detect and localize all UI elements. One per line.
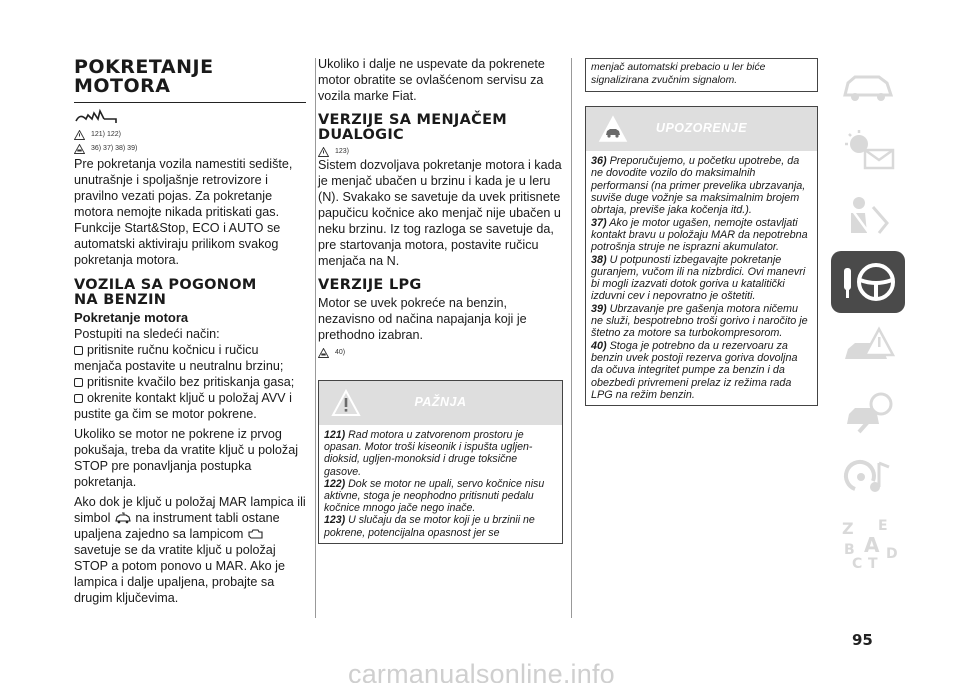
warning-item-37: 37) Ako je motor ugašen, nemojte ostavljati kontakt bravu u položaju MAR da nepotrebna potrošnja struje ne isprazni akumulator. [591, 216, 808, 254]
column-divider-1 [315, 58, 316, 618]
section-heading-lpg: VERZIJE LPG [318, 277, 422, 293]
warning-header [586, 107, 817, 151]
index-letter: C [852, 556, 863, 570]
step-2: pritisnite kvačilo bez pritiskanja gasa; [74, 374, 306, 390]
multimedia-icon[interactable] [831, 446, 905, 508]
index-letter: B [844, 542, 855, 558]
intro-paragraph: Pre pokretanja vozila namestiti sedište, unutrašnje i spoljašnje retrovizore i pravilno vezati pojas. Za pokretanje motora nemojte nikada pritiskati gas. Funkcije Start&Stop, ECO i AUTO se automatski aktiviraju prilikom svakog pokretanja motora. [74, 157, 293, 267]
ignition-key-icon [74, 107, 120, 127]
section-heading-petrol: VOZILA SA POGONOM NA BENZIN [74, 277, 257, 308]
dashboard-lights-icon[interactable] [831, 121, 905, 183]
index-letter: D [886, 546, 898, 562]
title-rule [74, 102, 306, 103]
mar-paragraph: Ako dok je ključ u položaj MAR lampica ili simbol na instrument tabli ostane upaljena zajedno sa lampicom savetuje se da vratite ključ u položaj STOP a potom ponovo u MAR. Ako je lampica i dalje upaljena, probajte sa drugim ključevima. [74, 495, 306, 605]
bullet-icon [74, 346, 83, 355]
column-2 [318, 58, 563, 544]
maintenance-icon[interactable] [831, 381, 905, 443]
chapter-sidebar [831, 56, 905, 576]
continued-box: menjač automatski prebacio u ler biće signalizirana zvučnim signalom. [585, 58, 818, 92]
warning-body [586, 151, 817, 405]
attention-item-121: 121) Rad motora u zatvorenom prostoru je opasan. Motor troši kiseonik i ispušta ugljen-dioksid, ugljen-monoksid i druge toksične gasove. [324, 429, 533, 478]
immobilizer-car-icon [114, 512, 132, 524]
key-icon-row [74, 107, 306, 129]
car-note-icon [318, 348, 329, 358]
dualogic-paragraph: Sistem dozvoljava pokretanje motora i kada je menjač ubačen u brzinu i kada je u leru (N). Svakako se savetuje da uvek pritisnete papučicu kočnice ako menjač nije ubačen u neku brzinu. Iz tog razloga se savetuje da, pre startovanja motora, postavite ručicu menjača na N. [318, 158, 562, 268]
engine-lamp-icon [247, 528, 265, 540]
procedure-intro: Postupiti na sledeći način: [74, 327, 220, 341]
attention-title: PAŽNJA [414, 395, 467, 409]
service-paragraph: Ukoliko i dalje ne uspevate da pokrenete motor obratite se ovlašćenom servisu za vozila marke Fiat. [318, 57, 545, 103]
warning-box [585, 106, 818, 406]
bullet-icon [74, 378, 83, 387]
step-1: pritisnite ručnu kočnicu i ručicu menjača postavite u neutralnu brzinu; [74, 343, 284, 373]
attention-item-122: 122) Dok se motor ne upali, servo kočnice nisu aktivne, stoga je neophodno pritisnuti pedalu kočnice mnogo jače nego inače. [324, 477, 545, 515]
page-number: 95 [852, 631, 873, 649]
warning-item-40: 40) Stoga je potrebno da u rezervoaru za benzin uvek postoji rezerva goriva dovoljna da očuva integritet pumpe za benzin i da obezbedi privremeni prelaz iz režima rada LPG na režim benzin. [591, 339, 798, 401]
ref-row-lpg: 40) [318, 347, 563, 358]
warning-emergency-icon[interactable] [831, 316, 905, 378]
attention-item-123: 123) U slučaju da se motor koji je u brzinii ne pokrene, potencijalna opasnost jer se [324, 514, 535, 539]
warning-item-36: 36) Preporučujemo, u početku upotrebe, da ne dovodite vozilo do maksimalnih performansi (na primer prevelika ubrzavanja, suviše duge vožnje sa maksimalnim brojem obrtaja, previše jaka kočenja itd.). [591, 155, 806, 217]
ref-numbers-b: 36) 37) 38) 39) [91, 145, 138, 152]
index-letter: T [868, 556, 878, 570]
failure-paragraph: Ukoliko se motor ne pokrene iz prvog pokušaja, treba da vratite ključ u položaj STOP pre ponavljanja postupka pokretanja. [74, 427, 299, 489]
sub-heading-starting: Pokretanje motora [74, 310, 189, 325]
ref-row-notes [74, 143, 306, 154]
attention-box [318, 380, 563, 544]
index-letter: E [878, 518, 888, 534]
alphabetical-index-icon[interactable] [831, 511, 905, 573]
index-letter: Z [842, 519, 854, 538]
bullet-icon [74, 394, 83, 403]
warning-triangle-icon [318, 147, 329, 157]
warning-item-38: 38) U potpunosti izbegavajte pokretanje guranjem, vučom ili na nizbrdici. Ovi manevri bi mogli izazvati dotok goriva u katalitički izduvni cev i nepovratno je oštetiti. [591, 253, 806, 303]
ref-numbers-a: 121) 122) [91, 131, 121, 138]
warning-title: UPOZORENJE [655, 121, 748, 136]
watermark: carmanualsonline.info [348, 659, 615, 683]
lpg-paragraph: Motor se uvek pokreće na benzin, nezavisno od načina napajanja koji je prethodno izabran. [318, 296, 527, 342]
page-title: POKRETANJE MOTORA [74, 56, 214, 97]
safety-icon[interactable] [831, 186, 905, 248]
section-heading-dualogic: VERZIJE SA MENJAČEM DUALOGIC [318, 112, 508, 143]
ref-row-warnings [74, 129, 306, 140]
attention-header [319, 381, 562, 425]
car-overview-icon[interactable] [831, 56, 905, 118]
ref-row-dualogic: 123) [318, 146, 563, 157]
attention-body [319, 425, 562, 543]
column-1 [74, 58, 306, 606]
car-note-icon [74, 144, 85, 154]
warning-triangle-icon [74, 130, 85, 140]
column-3 [585, 58, 818, 406]
index-letter: A [864, 533, 880, 557]
warning-item-39: 39) Ubrzavanje pre gašenja motora ničemu ne služi, bespotrebno troši gorivo i naročito je štetno za motore sa turbokompresorom. [591, 302, 808, 340]
column-divider-2 [571, 58, 572, 618]
steering-wheel-icon[interactable] [831, 251, 905, 313]
step-3: okrenite kontakt ključ u položaj AVV i pustite ga čim se motor pokrene. [74, 391, 292, 421]
